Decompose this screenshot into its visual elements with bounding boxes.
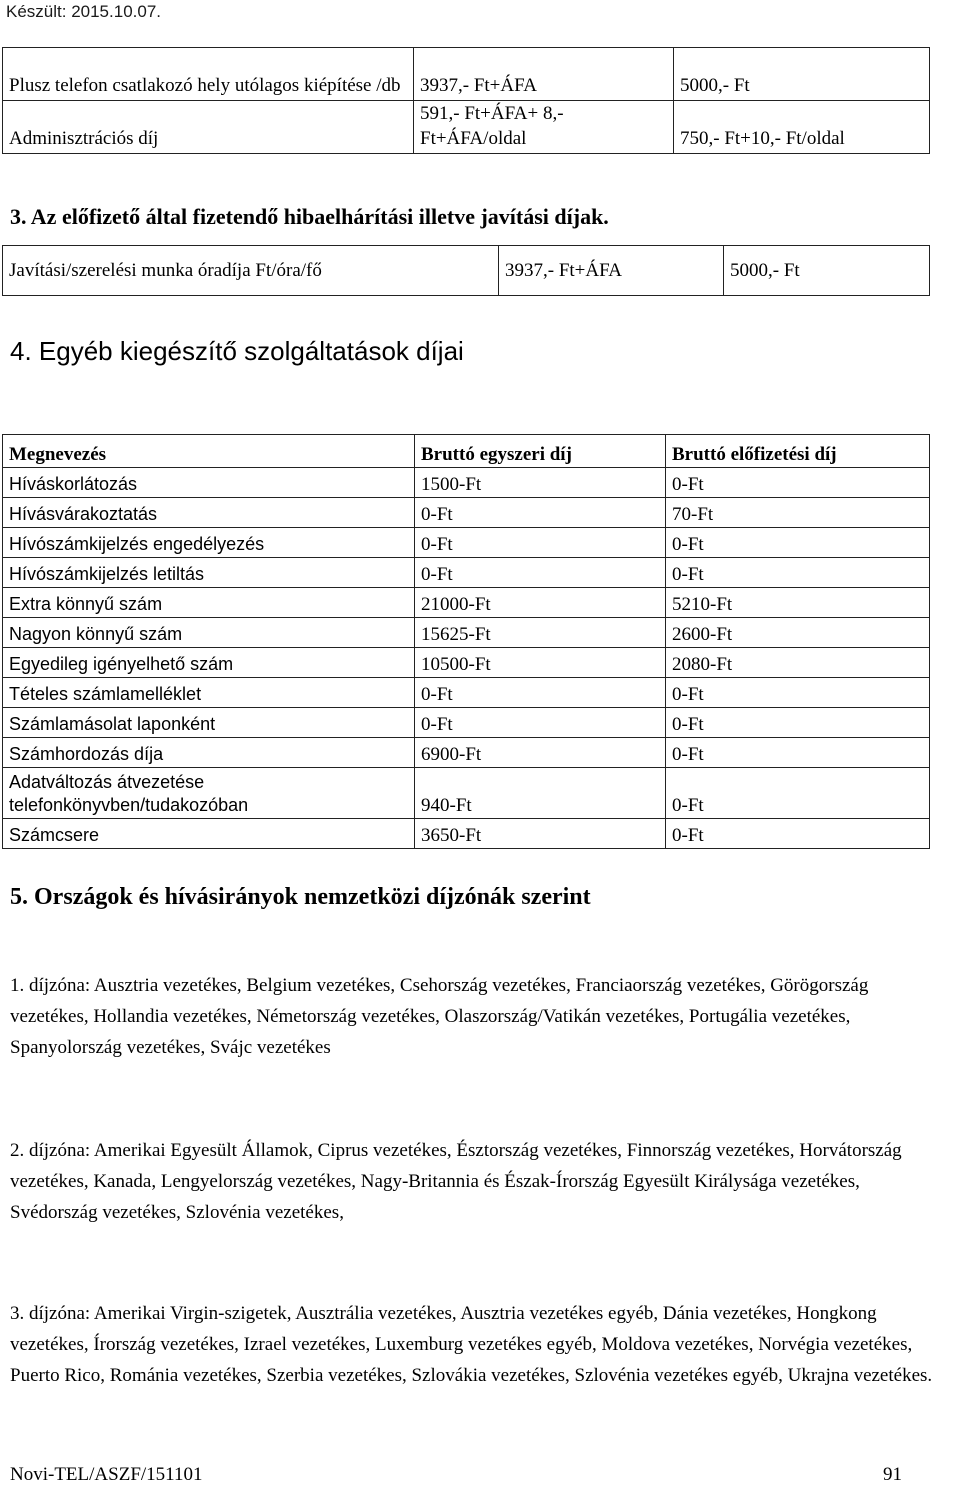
document-id-footer: Novi-TEL/ASZF/151101 bbox=[10, 1464, 203, 1485]
section-3-heading: 3. Az előfizető által fizetendő hibaelhárítási illetve javítási díjak. bbox=[10, 204, 609, 229]
document-date-header: Készült: 2015.10.07. bbox=[6, 2, 162, 21]
table-row bbox=[3, 498, 930, 528]
table-row bbox=[3, 708, 930, 738]
service-name-cell: Híváskorlátozás bbox=[3, 468, 415, 498]
fee-gross-cell: 750,- Ft+10,- Ft/oldal bbox=[674, 101, 930, 154]
column-header: Bruttó előfizetési díj bbox=[666, 435, 930, 468]
service-name-cell: Egyedileg igényelhető szám bbox=[3, 648, 415, 678]
table-row bbox=[3, 246, 930, 296]
subscription-fee-cell: 0-Ft bbox=[666, 819, 930, 849]
table-header-row bbox=[3, 435, 930, 468]
table-row bbox=[3, 618, 930, 648]
one-time-fee-cell: 3650-Ft bbox=[415, 819, 666, 849]
subscription-fee-cell: 0-Ft bbox=[666, 738, 930, 768]
service-name-cell: Számlamásolat laponként bbox=[3, 708, 415, 738]
subscription-fee-cell: 5210-Ft bbox=[666, 588, 930, 618]
subscription-fee-cell: 2600-Ft bbox=[666, 618, 930, 648]
service-name-cell: Tételes számlamelléklet bbox=[3, 678, 415, 708]
table-row bbox=[3, 588, 930, 618]
fee-net-cell: 3937,- Ft+ÁFA bbox=[414, 48, 674, 101]
one-time-fee-cell: 0-Ft bbox=[415, 528, 666, 558]
extra-services-table bbox=[2, 434, 930, 849]
one-time-fee-cell: 15625-Ft bbox=[415, 618, 666, 648]
one-time-fee-cell: 0-Ft bbox=[415, 498, 666, 528]
table-row bbox=[3, 528, 930, 558]
service-name-cell: Számcsere bbox=[3, 819, 415, 849]
one-time-fee-cell: 1500-Ft bbox=[415, 468, 666, 498]
table-row bbox=[3, 101, 930, 154]
one-time-fee-cell: 6900-Ft bbox=[415, 738, 666, 768]
one-time-fee-cell: 0-Ft bbox=[415, 678, 666, 708]
zone-2-paragraph: 2. díjzóna: Amerikai Egyesült Államok, Ciprus vezetékes, Észtország vezetékes, Finnország vezetékes, Horvátország vezetékes, Kanada, Lengyelország vezetékes, Nagy-Britannia és Észak-Írország Egyesült Királysága vezetékes, Svédország vezetékes, Szlovénia vezetékes, bbox=[10, 1140, 902, 1223]
subscription-fee-cell: 70-Ft bbox=[666, 498, 930, 528]
repair-gross-cell: 5000,- Ft bbox=[724, 246, 930, 296]
repair-net-cell: 3937,- Ft+ÁFA bbox=[499, 246, 724, 296]
subscription-fee-cell: 2080-Ft bbox=[666, 648, 930, 678]
table-row bbox=[3, 819, 930, 849]
table-row bbox=[3, 48, 930, 101]
service-name-cell: Nagyon könnyű szám bbox=[3, 618, 415, 648]
subscription-fee-cell: 0-Ft bbox=[666, 558, 930, 588]
table-row bbox=[3, 558, 930, 588]
zone-3-paragraph: 3. díjzóna: Amerikai Virgin-szigetek, Ausztrália vezetékes, Ausztria vezetékes egyéb, Dánia vezetékes, Hongkong vezetékes, Írország vezetékes, Izrael vezetékes, Luxemburg vezetékes egyéb, Moldova vezetékes, Norvégia vezetékes, Puerto Rico, Románia vezetékes, Szerbia vezetékes, Szlovákia vezetékes, Szlovénia vezetékes egyéb, Ukrajna vezetékes. bbox=[10, 1303, 933, 1386]
fee-gross-cell: 5000,- Ft bbox=[674, 48, 930, 101]
fee-net-cell: 591,- Ft+ÁFA+ 8,- Ft+ÁFA/oldal bbox=[414, 101, 674, 154]
one-time-fee-cell: 10500-Ft bbox=[415, 648, 666, 678]
fee-name-cell: Adminisztrációs díj bbox=[3, 101, 414, 154]
table-row bbox=[3, 678, 930, 708]
service-name-cell: Adatváltozás átvezetése telefonkönyvben/tudakozóban bbox=[3, 768, 415, 819]
one-time-fee-cell: 0-Ft bbox=[415, 558, 666, 588]
service-name-cell: Hívószámkijelzés letiltás bbox=[3, 558, 415, 588]
column-header: Megnevezés bbox=[3, 435, 415, 468]
table-row bbox=[3, 648, 930, 678]
installation-fee-table bbox=[2, 47, 930, 154]
service-name-cell: Számhordozás díja bbox=[3, 738, 415, 768]
table-row bbox=[3, 768, 930, 819]
table-row bbox=[3, 738, 930, 768]
service-name-cell: Hívószámkijelzés engedélyezés bbox=[3, 528, 415, 558]
repair-fee-table bbox=[2, 245, 930, 296]
fee-name-cell: Plusz telefon csatlakozó hely utólagos kiépítése /db bbox=[3, 48, 414, 101]
page-number: 91 bbox=[883, 1464, 902, 1485]
column-header: Bruttó egyszeri díj bbox=[415, 435, 666, 468]
subscription-fee-cell: 0-Ft bbox=[666, 468, 930, 498]
service-name-cell: Hívásvárakoztatás bbox=[3, 498, 415, 528]
subscription-fee-cell: 0-Ft bbox=[666, 768, 930, 819]
section-4-heading: 4. Egyéb kiegészítő szolgáltatások díjai bbox=[10, 336, 464, 366]
subscription-fee-cell: 0-Ft bbox=[666, 678, 930, 708]
table-row bbox=[3, 468, 930, 498]
zone-1-paragraph: 1. díjzóna: Ausztria vezetékes, Belgium vezetékes, Csehország vezetékes, Franciaország vezetékes, Görögország vezetékes, Hollandia vezetékes, Németország vezetékes, Olaszország/Vatikán vezetékes, Portugália vezetékes, Spanyolország vezetékes, Svájc vezetékes bbox=[10, 975, 869, 1058]
service-name-cell: Extra könnyű szám bbox=[3, 588, 415, 618]
subscription-fee-cell: 0-Ft bbox=[666, 528, 930, 558]
section-5-heading: 5. Országok és hívásirányok nemzetközi díjzónák szerint bbox=[10, 884, 591, 910]
one-time-fee-cell: 21000-Ft bbox=[415, 588, 666, 618]
repair-name-cell: Javítási/szerelési munka óradíja Ft/óra/fő bbox=[3, 246, 499, 296]
subscription-fee-cell: 0-Ft bbox=[666, 708, 930, 738]
one-time-fee-cell: 0-Ft bbox=[415, 708, 666, 738]
one-time-fee-cell: 940-Ft bbox=[415, 768, 666, 819]
